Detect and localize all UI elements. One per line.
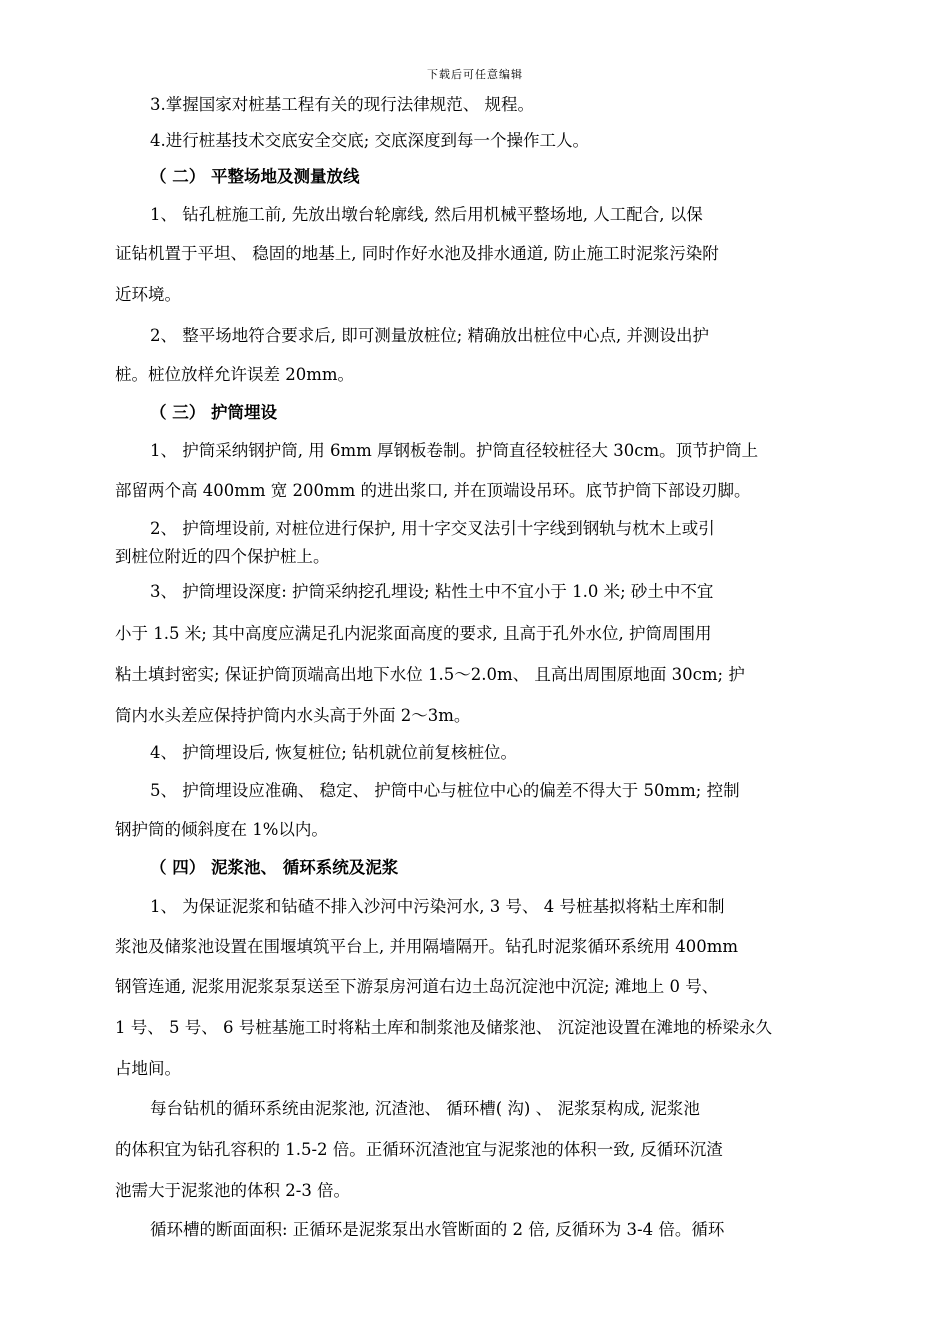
section-heading: （ 四） 泥浆池、 循环系统及泥浆 <box>150 858 399 877</box>
section-heading: （ 二） 平整场地及测量放线 <box>150 167 360 186</box>
text-line: 桩。桩位放样允许误差 20mm。 <box>115 365 355 384</box>
text-line: 1、 护筒采纳钢护筒, 用 6mm 厚钢板卷制。护筒直径较桩径大 30cm。顶节护筒上 <box>150 441 759 460</box>
page-header: 下载后可任意编辑 <box>427 68 523 81</box>
text-line: 4、 护筒埋设后, 恢复桩位; 钻机就位前复核桩位。 <box>150 743 518 762</box>
text-line: 4.进行桩基技术交底安全交底; 交底深度到每一个操作工人。 <box>150 131 590 150</box>
text-line: 5、 护筒埋设应准确、 稳定、 护筒中心与桩位中心的偏差不得大于 50mm; 控制 <box>150 781 740 800</box>
text-line: 池需大于泥浆池的体积 2-3 倍。 <box>115 1181 351 1200</box>
text-line: 浆池及储浆池设置在围堰填筑平台上, 并用隔墙隔开。钻孔时泥浆循环系统用 400mm <box>115 937 739 956</box>
text-line: 证钻机置于平坦、 稳固的地基上, 同时作好水池及排水通道, 防止施工时泥浆污染附 <box>115 244 719 263</box>
text-line: 到桩位附近的四个保护桩上。 <box>115 547 330 566</box>
text-line: 2、 整平场地符合要求后, 即可测量放桩位; 精确放出桩位中心点, 并测设出护 <box>150 326 710 345</box>
text-line: 近环境。 <box>115 285 181 304</box>
text-line: 小于 1.5 米; 其中高度应满足孔内泥浆面高度的要求, 且高于孔外水位, 护筒周围用 <box>115 624 712 643</box>
text-line: 钢护筒的倾斜度在 1%以内。 <box>115 820 328 839</box>
text-line: 3.掌握国家对桩基工程有关的现行法律规范、 规程。 <box>150 95 534 114</box>
section-heading: （ 三） 护筒埋设 <box>150 403 277 422</box>
text-line: 循环槽的断面面积: 正循环是泥浆泵出水管断面的 2 倍, 反循环为 3-4 倍。循环 <box>150 1220 725 1239</box>
text-line: 钢管连通, 泥浆用泥浆泵泵送至下游泵房河道右边土岛沉淀池中沉淀; 滩地上 0 号、 <box>115 977 719 996</box>
text-line: 2、 护筒埋设前, 对桩位进行保护, 用十字交叉法引十字线到钢轨与枕木上或引 <box>150 519 715 538</box>
text-line: 1、 钻孔桩施工前, 先放出墩台轮廓线, 然后用机械平整场地, 人工配合, 以保 <box>150 205 703 224</box>
text-line: 1、 为保证泥浆和钻碴不排入沙河中污染河水, 3 号、 4 号桩基拟将粘土库和制 <box>150 897 725 916</box>
text-line: 的体积宜为钻孔容积的 1.5-2 倍。正循环沉渣池宜与泥浆池的体积一致, 反循环沉渣 <box>115 1140 723 1159</box>
text-line: 部留两个高 400mm 宽 200mm 的进出浆口, 并在顶端设吊环。底节护筒下部设刃脚。 <box>115 481 751 500</box>
text-line: 粘土填封密实; 保证护筒顶端高出地下水位 1.5～2.0m、 且高出周围原地面 30cm; 护 <box>115 665 745 684</box>
text-line: 占地间。 <box>115 1059 181 1078</box>
text-line: 3、 护筒埋设深度: 护筒采纳挖孔埋设; 粘性土中不宜小于 1.0 米; 砂土中不宜 <box>150 582 714 601</box>
text-line: 筒内水头差应保持护筒内水头高于外面 2～3m。 <box>115 706 471 725</box>
text-line: 1 号、 5 号、 6 号桩基施工时将粘土库和制浆池及储浆池、 沉淀池设置在滩地的桥梁永久 <box>115 1018 772 1037</box>
text-line: 每台钻机的循环系统由泥浆池, 沉渣池、 循环槽( 沟) 、 泥浆泵构成, 泥浆池 <box>150 1099 700 1118</box>
